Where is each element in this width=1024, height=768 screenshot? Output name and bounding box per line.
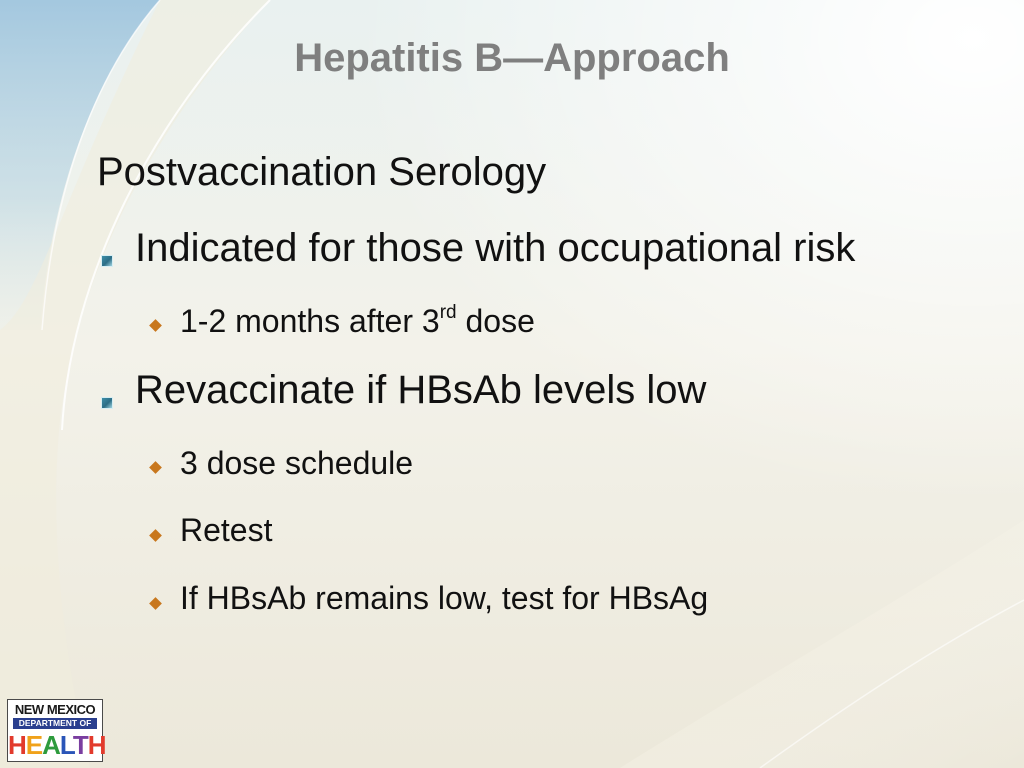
sub-bullet-point: 3 dose schedule bbox=[180, 445, 414, 481]
logo-letter: T bbox=[72, 730, 88, 760]
logo-department-label: DEPARTMENT OF bbox=[13, 718, 97, 729]
square-bullet-icon bbox=[101, 255, 113, 267]
ordinal-suffix: rd bbox=[439, 302, 457, 323]
slide-title: Hepatitis B—Approach bbox=[294, 36, 730, 80]
logo-letter: L bbox=[59, 730, 73, 760]
square-bullet-icon bbox=[101, 397, 113, 409]
logo-health-word bbox=[8, 730, 106, 760]
sub-bullet-point bbox=[180, 303, 535, 340]
sub-bullet-point: If HBsAb remains low, test for HBsAg bbox=[180, 580, 709, 616]
sub-bullet-point: Retest bbox=[180, 512, 273, 548]
bullet-point: Indicated for those with occupational risk bbox=[135, 226, 856, 270]
logo-state-name: NEW MEXICO bbox=[14, 702, 96, 717]
section-heading: Postvaccination Serology bbox=[97, 150, 547, 194]
bullet-point: Revaccinate if HBsAb levels low bbox=[135, 368, 707, 412]
logo-letter: H bbox=[8, 730, 26, 760]
sub-bullet-text: 1-2 months after 3 bbox=[180, 303, 440, 339]
logo-letter: A bbox=[42, 730, 60, 760]
logo-letter: E bbox=[25, 730, 43, 760]
nm-department-of-health-logo bbox=[7, 699, 106, 762]
logo-letter: H bbox=[87, 730, 106, 760]
sub-bullet-text-suffix: dose bbox=[456, 303, 535, 339]
